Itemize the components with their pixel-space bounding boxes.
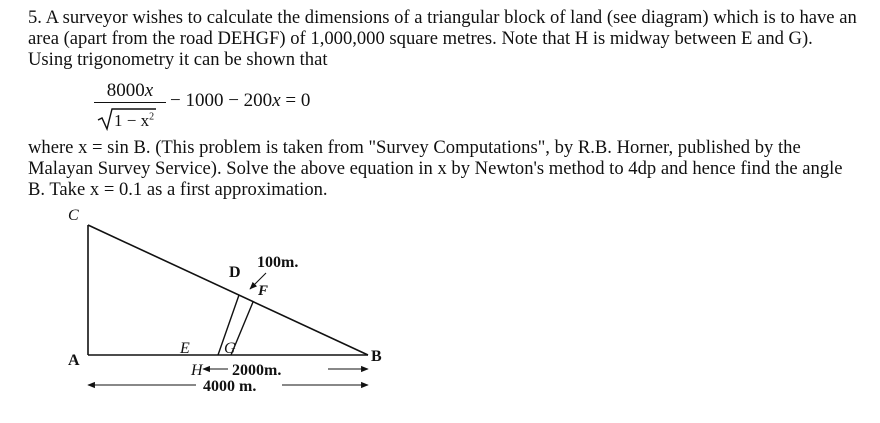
label-e: E xyxy=(180,340,190,357)
equation-denominator: $1 - x^2$ xyxy=(94,106,166,132)
label-f: F xyxy=(258,283,269,299)
land-diagram xyxy=(60,205,400,405)
label-a: A xyxy=(68,352,80,369)
label-c: C xyxy=(68,207,79,224)
equation-fraction xyxy=(94,80,166,132)
equation-numerator: 8000x xyxy=(106,80,154,101)
side-cb xyxy=(88,225,368,355)
fraction-bar xyxy=(94,102,166,103)
label-g: G xyxy=(224,340,236,357)
label-d: D xyxy=(229,264,241,281)
label-b: B xyxy=(371,348,382,365)
label-road-width: 100m. xyxy=(257,254,299,271)
label-h: H xyxy=(191,362,203,379)
problem-body: where x = sin B. (This problem is taken from "Survey Computations", by R.B. Horner, published by the Malayan Survey Service). Solve the above equation in x by Newton's method to 4dp and hence find the angle B. Take x = 0.1 as a first approximation. xyxy=(28,137,843,200)
label-ab-length: 4000 m. xyxy=(203,378,257,395)
equation xyxy=(94,80,354,136)
problem-intro: 5. A surveyor wishes to calculate the dimensions of a triangular block of land (see diagram) which is to have an area (apart from the road DEHGF) of 1,000,000 square metres. Note that H is midway between E and G). Using trigonometry it can be shown that xyxy=(28,7,857,70)
label-hb-length: 2000m. xyxy=(232,362,282,379)
equation-rest: − 1000 − 200x = 0 xyxy=(170,90,311,111)
